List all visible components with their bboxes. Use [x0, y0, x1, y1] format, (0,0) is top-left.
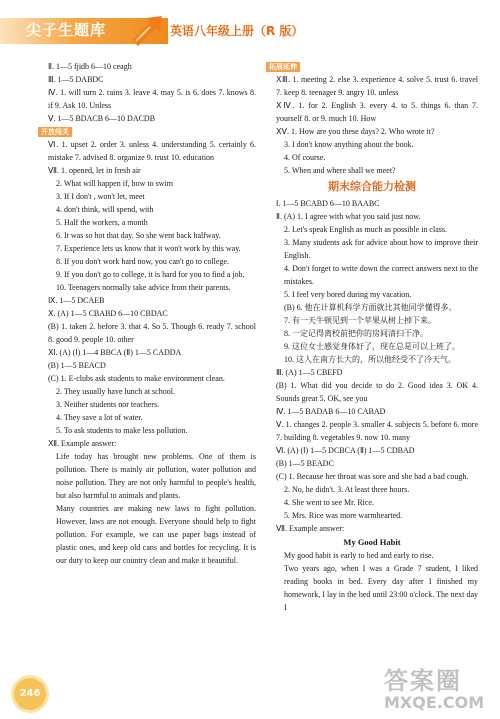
answer-line: Two years ago, when I was a Grade 7 student, I liked reading books in bed. Every day after I finished my homework, I lay in the bed until 23:00 o'clock. The next day I	[284, 564, 478, 612]
left-column	[38, 60, 256, 567]
answer-line: 10. 这人在南方长大的，所以他经受不了冷天气。	[284, 355, 456, 364]
answer-line: (B) 1—5 BEACD	[48, 361, 106, 370]
answer-line: 3. Many students ask for advice about how to improve their English.	[284, 238, 478, 260]
watermark-url: MXQE.COM	[384, 693, 485, 712]
answer-line: 3. If I don't , won't let, meet	[56, 192, 145, 201]
answer-line: Ⅶ. 1. opened, let in fresh air	[48, 166, 141, 175]
page-number-badge: 246	[14, 678, 46, 710]
section-tag-row	[38, 125, 256, 138]
answer-line: 7. Experience lets us know that it won't work by this way.	[56, 244, 241, 253]
answer-line: 5. Mrs. Rice was more warmhearted.	[284, 511, 403, 520]
essay-title: My Good Habit	[343, 537, 401, 547]
page-header	[0, 0, 500, 58]
answer-line: 4. Don't forget to write down the correct answers next to the mistakes.	[284, 264, 478, 286]
answer-line: 5. Half the workers, a month	[56, 218, 148, 227]
arrow-icon	[130, 14, 166, 48]
answer-line: 4. don't think, will spend, with	[56, 205, 154, 214]
answer-line: Ⅻ. Example answer:	[48, 439, 117, 448]
answer-line: 4. She went to see Mr. Rice.	[284, 498, 374, 507]
answer-line: Ⅲ. 1—5 DABDC	[48, 75, 104, 84]
section-tag: 拓展延伸	[266, 62, 300, 72]
answer-line: Ⅳ. 1—5 BADAB 6—10 CABAD	[276, 407, 386, 416]
answer-line: 2. What will happen if, how to swim	[56, 179, 173, 188]
answer-line: Ⅳ. 1. will turn 2. rains 3. leave 4. may 5. is 6. does 7. knows 8. if 9. Ask 10. Unless	[48, 88, 256, 110]
answer-line: Ⅺ. (A) (Ⅰ) 1—4 BBCA (Ⅱ) 1—5 CADDA	[48, 348, 182, 357]
answer-line: (C) 1. E-clubs ask students to make environment clean.	[48, 374, 225, 383]
answer-line: 6. It was so hot that day. So she went back halfway.	[56, 231, 221, 240]
section-tag: 开放闯关	[38, 127, 72, 137]
answer-line: Ⅱ. (A) 1. I agree with what you said just now.	[276, 212, 421, 221]
answer-line: 2. No, he didn't. 3. At least three hours.	[284, 485, 410, 494]
answer-line: 9. If you don't go to college, it is hard for you to find a job.	[56, 270, 245, 279]
answer-line: Ⅵ. (A) (Ⅰ) 1—5 DCBCA (Ⅱ) 1—5 CDBAD	[276, 446, 415, 455]
answer-line: 3. Neither students nor teachers.	[56, 400, 160, 409]
answer-line: 5. When and where shall we meet?	[284, 166, 396, 175]
answer-line: 10. Teenagers normally take advice from their parents.	[56, 283, 231, 292]
answer-line: Ⅹ. (A) 1—5 CBABD 6—10 CBDAC	[48, 309, 168, 318]
answer-line: ⅩⅣ. 1. for 2. English 3. every 4. to 5. things 6. than 7. yourself 8. or 9. much 10. How	[276, 101, 478, 123]
answer-line: ⅩⅤ. 1. How are you these days? 2. Who wrote it?	[276, 127, 435, 136]
answer-line: 4. Of course.	[284, 153, 326, 162]
answer-line: Ⅱ. 1—5 fjidb 6—10 ceagh	[48, 62, 132, 71]
answer-line: (C) 1. Because her throat was sore and she had a bad cough.	[276, 472, 469, 481]
answer-line: Ⅸ. 1—5 DCAEB	[48, 296, 105, 305]
answer-line: 2. They usually have lunch at school.	[56, 387, 175, 396]
answer-line: (B) 1. taken 2. before 3. that 4. So 5. Though 6. ready 7. school 8. good 9. people 10. other	[48, 322, 256, 344]
watermark	[384, 668, 494, 714]
answer-line: Ⅵ. 1. upset 2. order 3. unless 4. understanding 5. certainly 6. mistake 7. advised 8. organize 9. trust 10. education	[48, 140, 256, 162]
answer-line: 3. I don't know anything about the book.	[284, 140, 414, 149]
answer-line: 8. If you don't work hard now, you can't go to college.	[56, 257, 229, 266]
answer-line: 5. To ask students to make less pollution.	[56, 426, 188, 435]
answer-line: Ⅴ. 1. changes 2. people 3. smaller 4. subjects 5. before 6. more 7. building 8. vegetables 9. now 10. many	[276, 420, 478, 442]
answer-line: (B) 6. 他在计算机科学方面就比其他同学懂得多。	[284, 303, 457, 312]
answer-line: My good habit is early to bed and early to rise.	[284, 551, 434, 560]
answer-line: ⅩⅢ. 1. meeting 2. else 3. experience 4. solve 5. trust 6. travel 7. keep 8. teenager 9. angry 10. unless	[276, 75, 478, 97]
answer-line: 5. I feel very bored during my vacation.	[284, 290, 412, 299]
watermark-logo-text: 答案圈	[384, 667, 462, 695]
answer-line: 7. 有一天牛顿见到一个苹果从树上掉下来。	[284, 316, 436, 325]
answer-line: 2. Let's speak English as much as possible in class.	[284, 225, 447, 234]
answer-line: 8. 一定记得离校前把你的房间清扫干净。	[284, 329, 428, 338]
answer-line: 9. 这位女士感觉身体好了，现在总是可以上班了。	[284, 342, 460, 351]
answer-line: Many countries are making new laws to fight pollution. However, laws are not enough. Everyone should help to fight pollution. For example, we can use paper bags instead of plastic ones, and keep old cans and bottles for recycling. It is our duty to keep our country clean and make it beautiful.	[56, 504, 256, 565]
answer-line: Life today has brought new problems. One of them is pollution. There is mainly air pollution, water pollution and noise pollution. They are not only harmful to people's health, but also harmful to animals and plants.	[56, 452, 256, 500]
answer-line: (B) 1. What did you decide to do 2. Good idea 3. OK 4. Sounds great 5. OK, see you	[276, 381, 478, 403]
brand-title: 尖子生题库	[26, 21, 107, 39]
answer-line: (B) 1—5 BEADC	[276, 459, 334, 468]
answer-line: Ⅰ. 1—5 BCABD 6—10 BAABC	[276, 199, 380, 208]
section-title: 期末综合能力检测	[328, 180, 416, 193]
section-tag-row	[266, 60, 478, 73]
right-column	[266, 60, 478, 614]
answer-line: Ⅶ. Example answer:	[276, 524, 345, 533]
book-subject: 英语八年级上册（R 版）	[170, 24, 304, 38]
answer-line: Ⅲ. (A) 1—5 CBEFD	[276, 368, 343, 377]
answer-line: Ⅴ. 1—5 BDACB 6—10 DACDB	[48, 114, 156, 123]
answer-line: 4. They save a lot of water.	[56, 413, 143, 422]
